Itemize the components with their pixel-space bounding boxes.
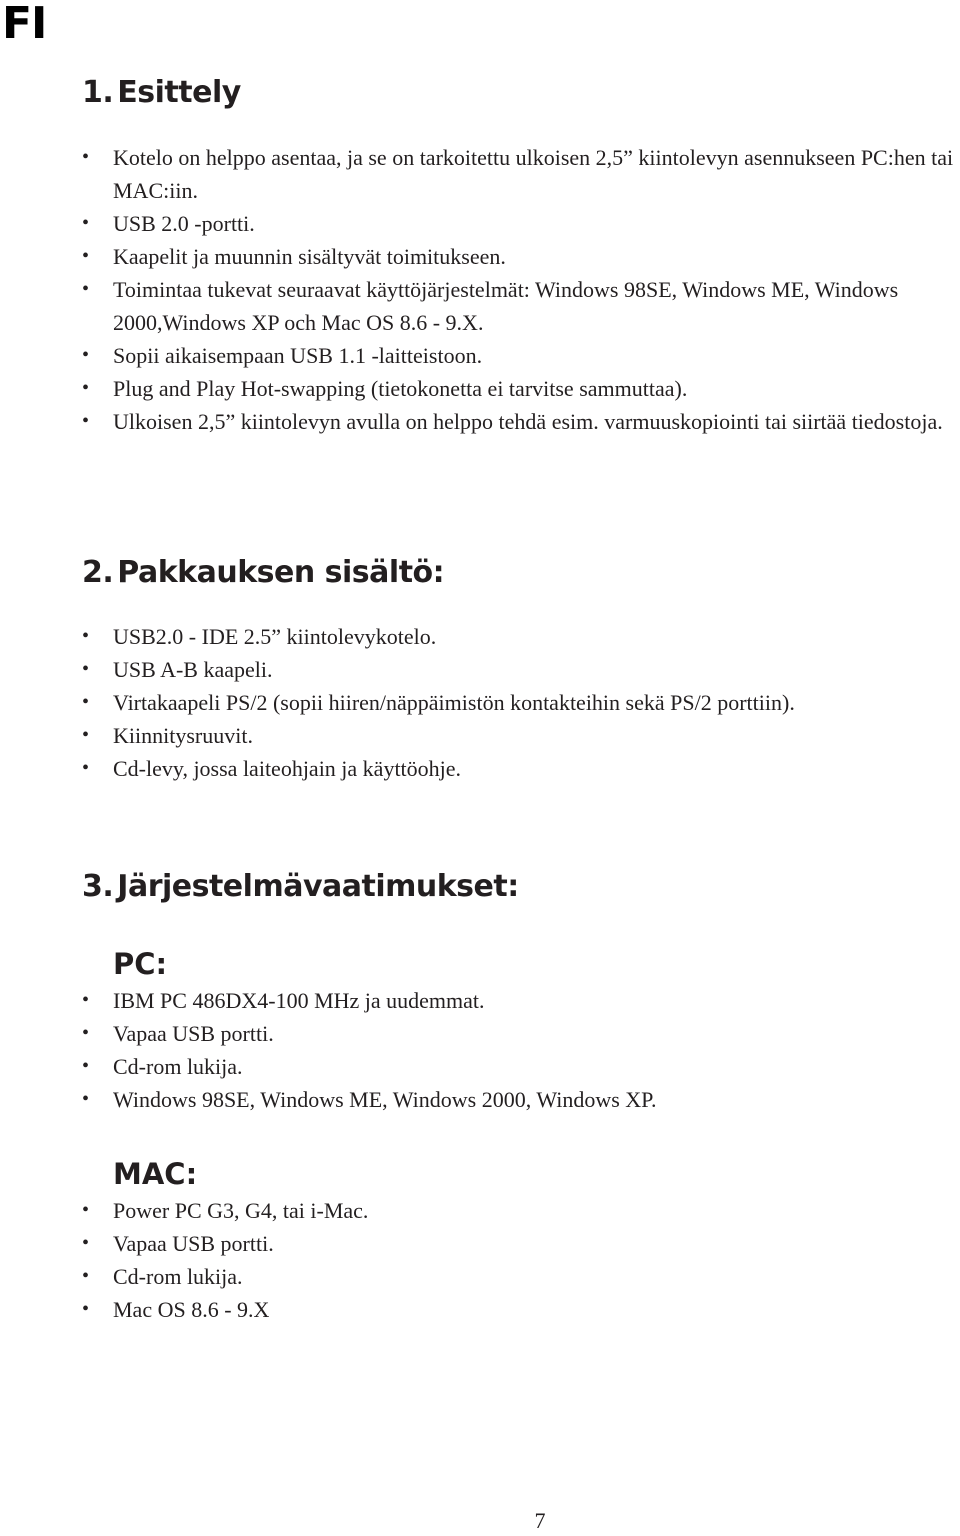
list-item-text: Ulkoisen 2,5” kiintolevyn avulla on helppo tehdä esim. varmuuskopiointi tai siirtää tiedostoja.	[113, 409, 943, 434]
list-item	[0, 273, 959, 339]
list-item-text: Vapaa USB portti.	[113, 1231, 274, 1256]
list-item-text: Cd-rom lukija.	[113, 1264, 243, 1289]
bullet-icon: •	[82, 757, 90, 779]
bullet-icon: •	[82, 658, 90, 680]
section-heading-package	[82, 553, 444, 593]
list-item	[0, 339, 959, 372]
list-item-text: Vapaa USB portti.	[113, 1021, 274, 1046]
list-item-text: USB2.0 - IDE 2.5” kiintolevykotelo.	[113, 624, 437, 649]
bullet-icon: •	[82, 1232, 90, 1254]
list-item-text: Plug and Play Hot-swapping (tietokonetta ei tarvitse sammuttaa).	[113, 376, 688, 401]
bullet-icon: •	[82, 625, 90, 647]
bullet-icon: •	[82, 212, 90, 234]
list-item	[0, 984, 959, 1017]
package-list	[0, 620, 960, 785]
list-item-text: Power PC G3, G4, tai i-Mac.	[113, 1198, 369, 1223]
list-item	[0, 620, 959, 653]
bullet-icon: •	[82, 278, 90, 300]
pc-requirements-list	[0, 984, 960, 1116]
section-number: 3.	[82, 869, 114, 904]
list-item	[0, 207, 959, 240]
list-item-text: USB 2.0 -portti.	[113, 211, 255, 236]
bullet-icon: •	[82, 724, 90, 746]
list-item-text: Windows 98SE, Windows ME, Windows 2000, Windows XP.	[113, 1087, 657, 1112]
bullet-icon: •	[82, 1265, 90, 1287]
bullet-icon: •	[82, 989, 90, 1011]
bullet-icon: •	[82, 1199, 90, 1221]
bullet-icon: •	[82, 344, 90, 366]
bullet-icon: •	[82, 1022, 90, 1044]
list-item-text: Cd-rom lukija.	[113, 1054, 243, 1079]
list-item	[0, 1227, 959, 1260]
subheading-mac: MAC:	[113, 1157, 198, 1191]
section-heading-requirements	[82, 867, 519, 907]
list-item	[0, 405, 959, 438]
section-number: 2.	[82, 555, 114, 590]
list-item	[0, 141, 959, 207]
list-item-text: Sopii aikaisempaan USB 1.1 -laitteistoon.	[113, 343, 483, 368]
language-tag: FI	[2, 0, 47, 49]
subheading-pc: PC:	[113, 947, 168, 981]
list-item	[0, 1194, 959, 1227]
list-item	[0, 1293, 959, 1326]
list-item-text: Kaapelit ja muunnin sisältyvät toimitukseen.	[113, 244, 506, 269]
bullet-icon: •	[82, 1088, 90, 1110]
list-item-text: IBM PC 486DX4-100 MHz ja uudemmat.	[113, 988, 485, 1013]
list-item	[0, 1260, 959, 1293]
mac-requirements-list	[0, 1194, 960, 1326]
list-item	[0, 372, 959, 405]
section-heading-intro	[82, 73, 241, 113]
bullet-icon: •	[82, 245, 90, 267]
list-item-text: Kotelo on helppo asentaa, ja se on tarkoitettu ulkoisen 2,5” kiintolevyn asennukseen PC:hen tai MAC:iin.	[113, 145, 954, 203]
bullet-icon: •	[82, 1055, 90, 1077]
list-item-text: Cd-levy, jossa laiteohjain ja käyttöohje.	[113, 756, 462, 781]
section-title: Järjestelmävaatimukset:	[117, 869, 519, 904]
list-item-text: USB A-B kaapeli.	[113, 657, 273, 682]
bullet-icon: •	[82, 691, 90, 713]
list-item-text: Mac OS 8.6 - 9.X	[113, 1297, 270, 1322]
list-item-text: Toimintaa tukevat seuraavat käyttöjärjestelmät: Windows 98SE, Windows ME, Windows 2000,Windows XP och Mac OS 8.6 - 9.X.	[113, 277, 899, 335]
list-item	[0, 1083, 959, 1116]
section-number: 1.	[82, 75, 114, 110]
bullet-icon: •	[82, 377, 90, 399]
list-item-text: Virtakaapeli PS/2 (sopii hiiren/näppäimistön kontakteihin sekä PS/2 porttiin).	[113, 690, 795, 715]
bullet-icon: •	[82, 1298, 90, 1320]
list-item	[0, 653, 959, 686]
bullet-icon: •	[82, 410, 90, 432]
list-item	[0, 686, 959, 719]
list-item	[0, 719, 959, 752]
intro-list	[0, 141, 960, 438]
section-title: Pakkauksen sisältö:	[117, 555, 445, 590]
list-item	[0, 1050, 959, 1083]
list-item-text: Kiinnitysruuvit.	[113, 723, 253, 748]
list-item	[0, 752, 959, 785]
list-item	[0, 1017, 959, 1050]
section-title: Esittely	[117, 75, 241, 110]
page-number: 7	[534, 1508, 546, 1533]
bullet-icon: •	[82, 146, 90, 168]
list-item	[0, 240, 959, 273]
